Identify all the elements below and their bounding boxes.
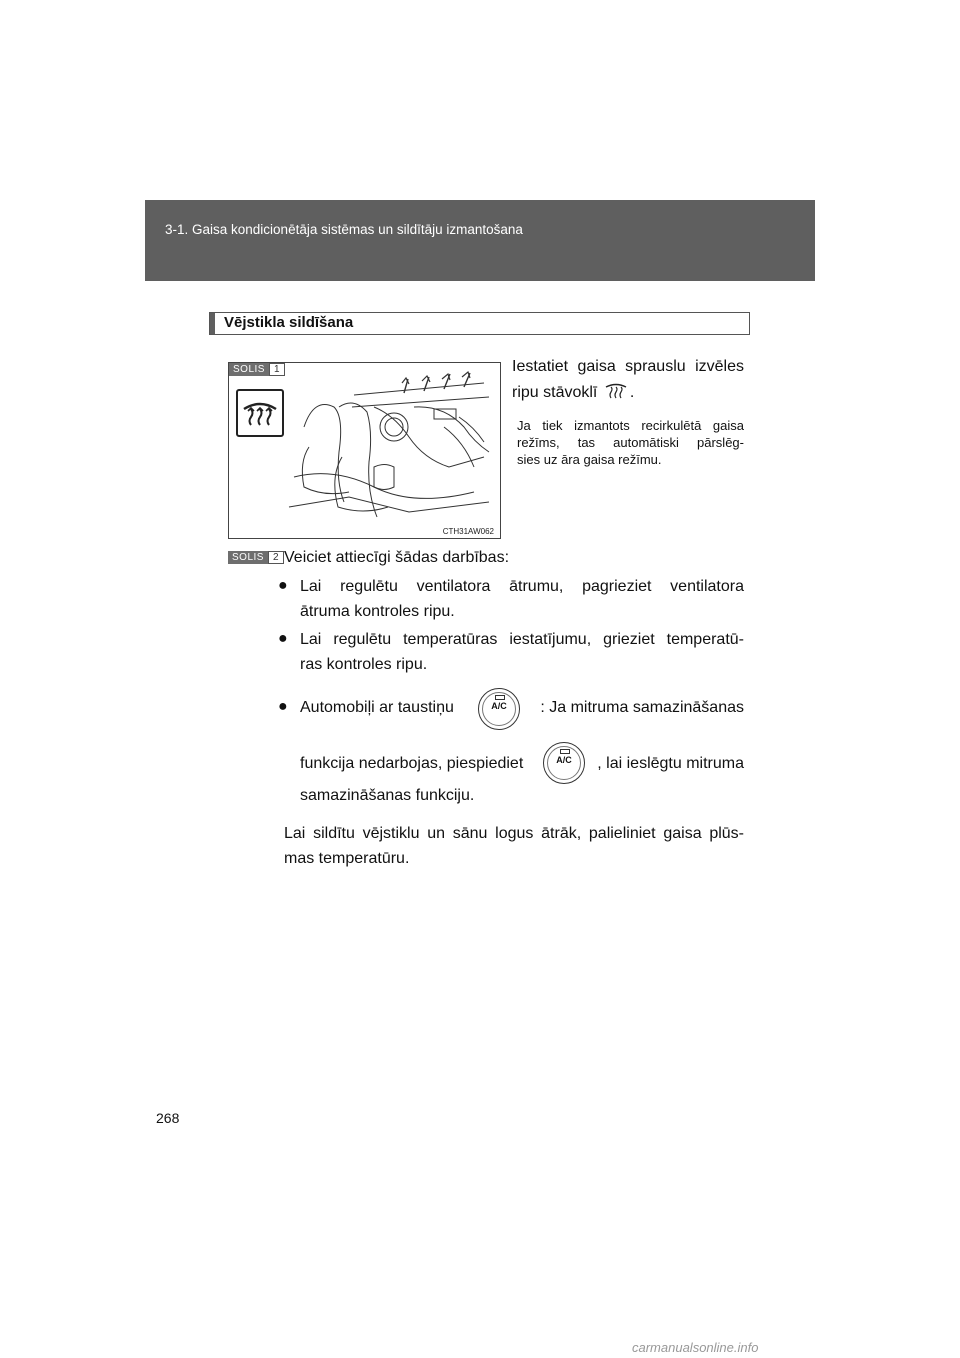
ac-button-label: A/C xyxy=(556,755,572,765)
bullet-3-line2b: , lai ieslēgtu mitruma xyxy=(597,755,744,772)
watermark: carmanualsonline.info xyxy=(632,1340,759,1355)
ac-button-icon xyxy=(478,688,520,730)
step1-badge-label: SOLIS xyxy=(229,363,269,376)
inline-defroster-icon xyxy=(604,381,628,401)
step2-badge xyxy=(228,551,284,564)
ac-button-icon xyxy=(543,742,585,784)
chapter-header xyxy=(145,200,815,281)
bullet-3-line2a: funkcija nedarbojas, piespiediet xyxy=(300,755,524,772)
section-title-box xyxy=(209,312,750,335)
step1-note-3: sies uz āra gaisa režīmu. xyxy=(517,452,662,467)
section-title: Vējstikla sildīšana xyxy=(224,314,354,331)
closing-line2: mas temperatūru. xyxy=(284,850,410,867)
bullet-2-line2: ras kontroles ripu. xyxy=(300,656,428,673)
ac-button-label: A/C xyxy=(491,701,507,711)
ac-button-indicator xyxy=(495,695,505,700)
section-title-bar xyxy=(210,313,215,334)
car-interior-drawing xyxy=(284,367,496,527)
step1-note-1: Ja tiek izmantots recirkulētā gaisa xyxy=(517,418,744,433)
windshield-defroster-icon xyxy=(236,389,284,437)
step1-line2-end: . xyxy=(629,384,635,401)
step1-line1: Iestatiet gaisa sprauslu izvēles xyxy=(512,358,744,375)
car-interior-figure xyxy=(228,362,501,539)
bullet-2-line1: Lai regulētu temperatūras iestatījumu, grieziet temperatū- xyxy=(300,631,744,648)
step2-badge-label: SOLIS xyxy=(228,551,268,564)
bullet-3-marker: ● xyxy=(278,698,288,715)
step1-line2-text: ripu stāvoklī xyxy=(512,384,598,401)
step1-badge-number: 1 xyxy=(269,363,285,376)
step1-note-2: režīms, tas automātiski pārslēg- xyxy=(517,435,744,450)
step1-badge xyxy=(229,363,285,376)
step2-badge-number: 2 xyxy=(268,551,284,564)
closing-line1: Lai sildītu vējstiklu un sānu logus ātrāk, palieliniet gaisa plūs- xyxy=(284,825,744,842)
bullet-1-line1: Lai regulētu ventilatora ātrumu, pagrieziet ventilatora xyxy=(300,578,744,595)
step2-intro: Veiciet attiecīgi šādas darbības: xyxy=(284,549,510,566)
chapter-title: 3-1. Gaisa kondicionētāja sistēmas un sildītāju izmantošana xyxy=(165,222,523,237)
ac-button-indicator xyxy=(560,749,570,754)
bullet-1-marker: ● xyxy=(278,577,288,594)
bullet-3-line3: samazināšanas funkciju. xyxy=(300,787,475,804)
bullet-1-line2: ātruma kontroles ripu. xyxy=(300,603,455,620)
page-number: 268 xyxy=(156,1110,180,1126)
bullet-3-line1a: Automobiļi ar taustiņu xyxy=(300,699,454,716)
bullet-2-marker: ● xyxy=(278,630,288,647)
bullet-3-line1b: : Ja mitruma samazināšanas xyxy=(540,699,744,716)
step1-line2 xyxy=(512,381,744,405)
figure-code: CTH31AW062 xyxy=(442,527,494,536)
